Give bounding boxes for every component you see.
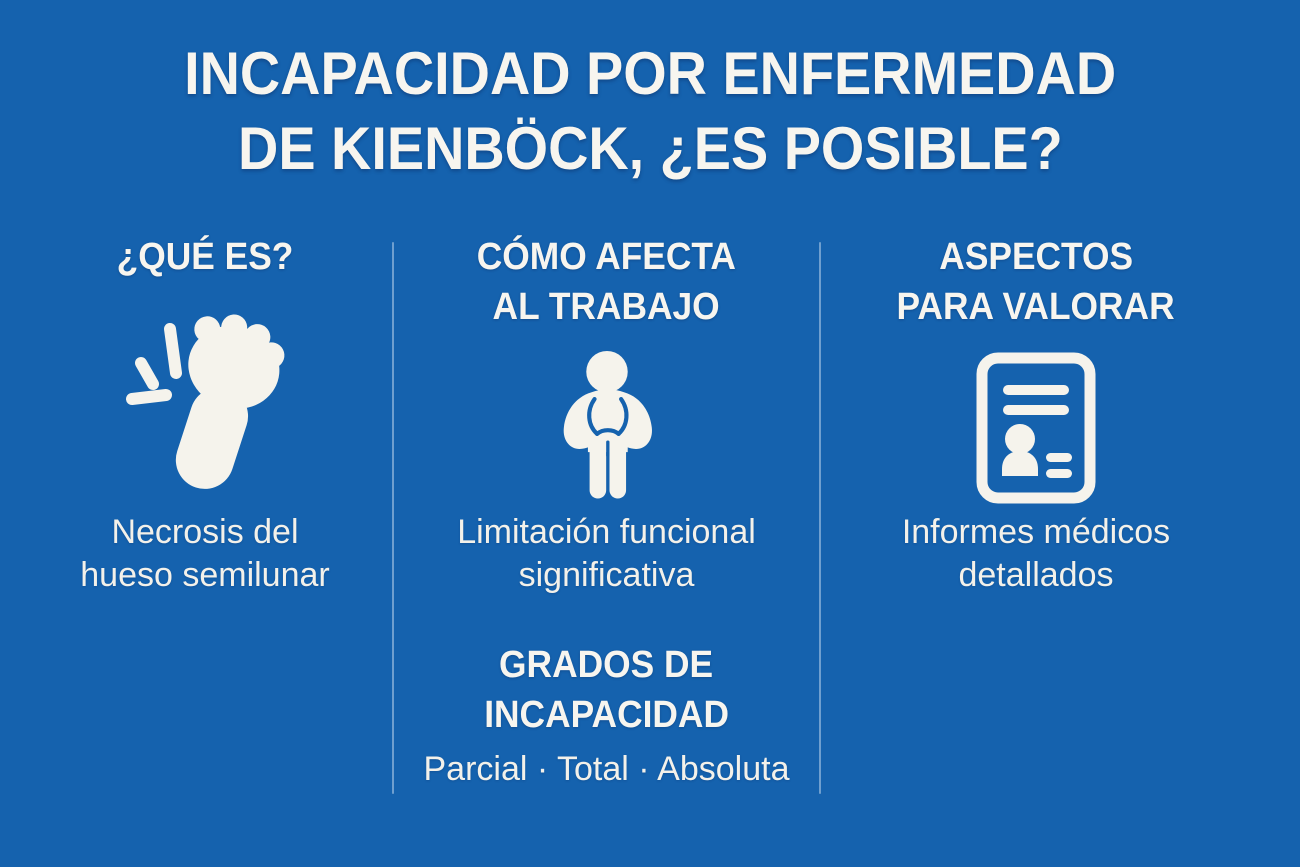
aspectos-heading-line1: ASPECTOS: [939, 236, 1133, 278]
section-que-es-heading: [0, 232, 420, 282]
grados-incapacidad-heading: [373, 640, 840, 740]
que-es-desc-line2: hueso semilunar: [80, 556, 330, 594]
section-que-es: [10, 0, 400, 867]
como-afecta-heading-line2: AL TRABAJO: [492, 286, 721, 328]
section-aspectos-heading: [786, 232, 1286, 332]
aspectos-desc-line2: detallados: [958, 556, 1114, 594]
person-clutching-abdomen-icon: [544, 341, 670, 511]
section-que-es-heading-text: ¿QUÉ ES?: [116, 236, 294, 278]
section-aspectos: [806, 0, 1266, 867]
aspectos-heading-line2: PARA VALORAR: [896, 286, 1176, 328]
aspectos-desc-line1: Informes médicos: [901, 513, 1171, 551]
como-afecta-heading-line1: CÓMO AFECTA: [476, 236, 737, 278]
page-title-line1: INCAPACIDAD POR ENFERMEDAD: [183, 40, 1117, 107]
fist-wrist-pain-icon: [125, 318, 289, 490]
section-aspectos-description: [766, 511, 1300, 597]
grados-heading-line1: GRADOS DE: [499, 644, 714, 686]
como-afecta-desc-line1: Limitación funcional: [457, 513, 756, 551]
como-afecta-desc-line2: significativa: [518, 556, 695, 594]
section-como-afecta-heading: [373, 232, 840, 332]
que-es-desc-line1: Necrosis del: [111, 513, 299, 551]
grados-heading-line2: INCAPACIDAD: [484, 694, 729, 736]
page-title-line2: DE KIENBÖCK, ¿ES POSIBLE?: [237, 115, 1063, 182]
grados-incapacidad-values: Parcial · Total · Absoluta: [423, 750, 790, 788]
medical-report-icon: [976, 352, 1096, 504]
section-como-afecta: [393, 0, 820, 867]
